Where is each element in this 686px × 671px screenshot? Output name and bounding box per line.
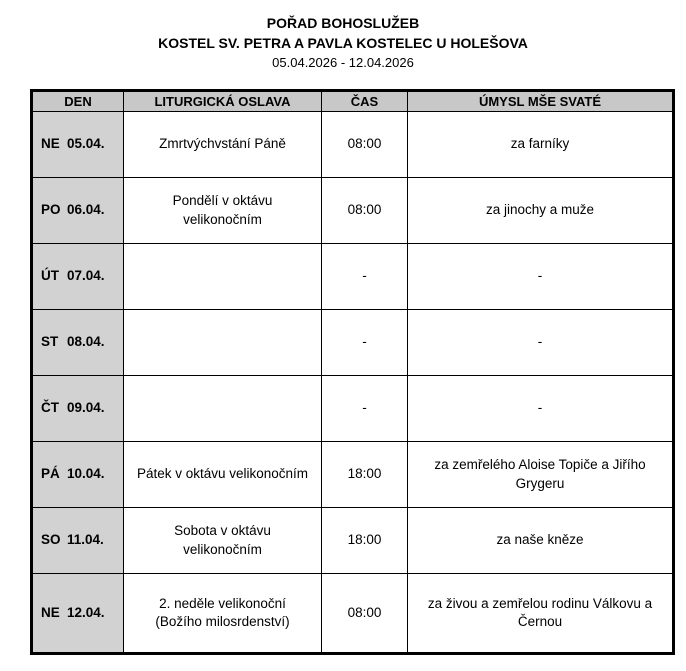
time-cell: - <box>322 376 408 442</box>
day-cell <box>32 112 124 178</box>
intention-cell: za naše kněze <box>408 508 674 574</box>
day-cell <box>32 376 124 442</box>
intention-cell: za farníky <box>408 112 674 178</box>
intention-cell: za zemřelého Aloise Topiče a Jiřího Grygeru <box>408 442 674 508</box>
day-abbreviation: ÚT <box>41 268 59 284</box>
day-date: 09.04. <box>67 400 105 416</box>
table-row <box>32 508 674 574</box>
day-cell <box>32 310 124 376</box>
day-cell <box>32 508 124 574</box>
time-cell: 08:00 <box>322 112 408 178</box>
column-header-time: ČAS <box>322 91 408 112</box>
document-header <box>0 0 686 72</box>
celebration-cell: Pátek v oktávu velikonočním <box>124 442 322 508</box>
table-row <box>32 310 674 376</box>
column-header-mass-intention: ÚMYSL MŠE SVATÉ <box>408 91 674 112</box>
time-cell: - <box>322 244 408 310</box>
intention-cell: za živou a zemřelou rodinu Válkovu a Černou <box>408 574 674 654</box>
celebration-cell: Zmrtvýchvstání Páně <box>124 112 322 178</box>
day-abbreviation: PÁ <box>41 466 60 482</box>
day-date: 08.04. <box>67 334 105 350</box>
time-cell: 08:00 <box>322 574 408 654</box>
celebration-cell: Sobota v oktávu velikonočním <box>124 508 322 574</box>
celebration-cell <box>124 376 322 442</box>
day-abbreviation: NE <box>41 136 60 152</box>
column-header-day: DEN <box>32 91 124 112</box>
time-cell: 18:00 <box>322 508 408 574</box>
celebration-cell: 2. neděle velikonoční (Božího milosrdenství) <box>124 574 322 654</box>
table-row <box>32 112 674 178</box>
day-abbreviation: ST <box>41 334 59 350</box>
schedule-body <box>32 112 674 654</box>
day-cell <box>32 574 124 654</box>
day-abbreviation: NE <box>41 604 60 620</box>
day-date: 05.04. <box>67 136 105 152</box>
day-date: 07.04. <box>67 268 105 284</box>
celebration-cell <box>124 244 322 310</box>
table-row <box>32 244 674 310</box>
celebration-cell: Pondělí v oktávu velikonočním <box>124 178 322 244</box>
day-abbreviation: SO <box>41 532 61 548</box>
intention-cell: - <box>408 376 674 442</box>
day-date: 11.04. <box>67 532 104 548</box>
day-date: 10.04. <box>67 466 105 482</box>
day-cell <box>32 178 124 244</box>
schedule-table <box>30 89 675 655</box>
time-cell: - <box>322 310 408 376</box>
day-date: 06.04. <box>67 202 105 218</box>
day-abbreviation: PO <box>41 202 61 218</box>
date-range: 05.04.2026 - 12.04.2026 <box>272 55 414 70</box>
time-cell: 18:00 <box>322 442 408 508</box>
page-title: POŘAD BOHOSLUŽEB <box>266 15 420 31</box>
table-row <box>32 442 674 508</box>
day-abbreviation: ČT <box>41 400 59 416</box>
time-cell: 08:00 <box>322 178 408 244</box>
day-cell <box>32 442 124 508</box>
intention-cell: - <box>408 310 674 376</box>
celebration-cell <box>124 310 322 376</box>
table-row <box>32 178 674 244</box>
table-row <box>32 376 674 442</box>
table-row <box>32 574 674 654</box>
day-date: 12.04. <box>67 604 105 620</box>
day-cell <box>32 244 124 310</box>
table-header-row <box>32 91 674 112</box>
church-name: KOSTEL SV. PETRA A PAVLA KOSTELEC U HOLEŠOVA <box>158 35 528 51</box>
intention-cell: - <box>408 244 674 310</box>
intention-cell: za jinochy a muže <box>408 178 674 244</box>
column-header-liturgical-celebration: LITURGICKÁ OSLAVA <box>124 91 322 112</box>
